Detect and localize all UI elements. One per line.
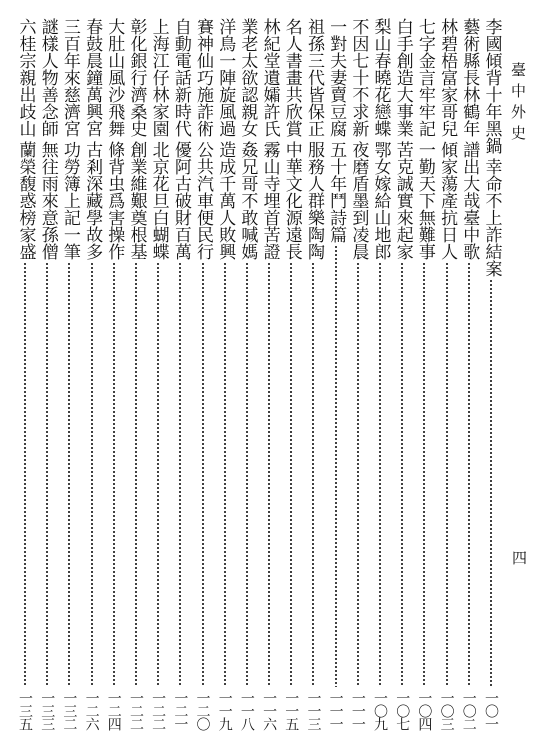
dot-leader (58, 262, 80, 687)
dot-leader (369, 262, 391, 687)
entry-page-number: 一一九 (216, 691, 233, 730)
entry-title: 祖孫三代皆保正 (303, 18, 324, 137)
entry-page-number: 一〇四 (416, 691, 433, 730)
dot-leader (14, 262, 36, 687)
entry-title: 一對夫妻賣豆腐 (326, 18, 347, 137)
entry-title: 名人書畫共欣賞 (281, 18, 302, 137)
entry-title: 大肚山風沙飛舞 (104, 18, 125, 137)
entry-title: 林紀堂遺孀許氏 (259, 18, 280, 137)
entry-page-number: 一一三 (305, 691, 322, 730)
dot-leader (391, 262, 413, 687)
entry-page-number: 一二一 (172, 691, 189, 730)
dot-leader (103, 262, 125, 687)
entry-title: 春鼓晨鐘萬興宮 (82, 18, 103, 137)
toc-entry (369, 18, 391, 730)
entry-title: 自動電話新時代 (170, 18, 191, 137)
entry-title: 梨山春曉花戀蝶 (370, 18, 391, 137)
dot-leader (436, 262, 458, 687)
entry-title: 李國傾背十年黑鍋 (481, 18, 502, 154)
entry-page-number: 一一五 (283, 691, 300, 730)
running-header: 臺中外史 (509, 62, 527, 146)
dot-leader (192, 262, 214, 687)
dot-leader (413, 262, 435, 687)
toc-entry (36, 18, 58, 730)
dot-leader (458, 262, 480, 687)
toc-entry (480, 18, 502, 730)
toc-entry (258, 18, 280, 730)
entry-subtitle: 功勞簿上記一筆 (59, 141, 80, 260)
entry-subtitle: 鄂女嫁給山地郎 (370, 141, 391, 260)
dot-leader (236, 262, 258, 687)
toc-entry (302, 18, 324, 730)
entry-page-number: 一一一 (349, 691, 366, 730)
table-of-contents (14, 18, 502, 730)
entry-page-number: 一〇七 (394, 691, 411, 730)
entry-title: 賽神仙巧施詐術 (193, 18, 213, 137)
entry-title: 洋鳥一陣旋風過 (215, 18, 236, 137)
entry-title: 藝術縣長林鶴年 (459, 18, 480, 137)
entry-subtitle: 霧山寺埋首苦證 (259, 141, 280, 260)
entry-page-number: 一二四 (105, 691, 122, 730)
entry-title: 業老太欲認親女 (237, 18, 258, 137)
entry-page-number: 一二〇 (194, 691, 211, 730)
entry-subtitle: 傾家蕩產抗日人 (437, 141, 458, 260)
dot-leader (258, 262, 280, 687)
entry-title: 謎樣人物善念師 (37, 18, 58, 137)
entry-subtitle: 夜磨盾墨到凌晨 (348, 141, 369, 260)
toc-entry (81, 18, 103, 730)
entry-subtitle: 姦兄哥不敢喊媽 (237, 141, 258, 260)
dot-leader (214, 262, 236, 687)
toc-entry (347, 18, 369, 730)
entry-page-number: 一一八 (238, 691, 255, 730)
dot-leader (280, 262, 302, 687)
toc-entry (413, 18, 435, 730)
entry-subtitle: 造成千萬人敗興 (215, 141, 236, 260)
entry-page-number: 一二二 (127, 691, 144, 730)
entry-subtitle: 優阿古破財百萬 (170, 141, 191, 260)
entry-subtitle: 創業維艱奠根基 (126, 141, 147, 260)
toc-entry (214, 18, 236, 730)
toc-entry (236, 18, 258, 730)
entry-subtitle: 五十年鬥詩篇 (326, 141, 347, 243)
toc-entry (103, 18, 125, 730)
dot-leader (169, 262, 191, 687)
dot-leader (147, 262, 169, 687)
entry-subtitle: 苦克誠實來起家 (392, 141, 413, 260)
toc-entry (169, 18, 191, 730)
page-number: 四 (510, 550, 528, 565)
entry-subtitle: 古剎深藏學故多 (82, 141, 103, 260)
toc-entry (14, 18, 36, 730)
entry-title: 上海江仔林家園 (148, 18, 169, 137)
dot-leader (480, 279, 502, 687)
entry-page-number: 一一一 (327, 691, 344, 730)
entry-title: 六桂宗親出歧山 (15, 18, 36, 137)
toc-entry (325, 18, 347, 730)
entry-title: 彰化銀行濟桑史 (126, 18, 147, 137)
entry-page-number: 一三三 (39, 691, 56, 730)
dot-leader (81, 262, 103, 687)
entry-subtitle: 服務人群樂陶陶 (303, 141, 324, 260)
dot-leader (302, 262, 324, 687)
entry-title: 林碧梧富家哥兒 (437, 18, 458, 137)
toc-entry (147, 18, 169, 730)
entry-subtitle: 一勤天下無難事 (414, 141, 435, 260)
entry-page-number: 一二六 (83, 691, 100, 730)
toc-entry (280, 18, 302, 730)
entry-title: 白手創造大事業 (392, 18, 413, 137)
entry-subtitle: 幸命不上詐結案 (481, 158, 502, 277)
entry-subtitle: 公共汽車便民行 (193, 141, 213, 260)
entry-subtitle: 無往雨來意孫僧 (37, 141, 58, 260)
entry-page-number: 一三五 (17, 691, 33, 730)
entry-subtitle: 中華文化源遠長 (281, 141, 302, 260)
toc-entry (192, 18, 214, 730)
toc-entry (391, 18, 413, 730)
dot-leader (347, 262, 369, 687)
entry-title: 七字金言牢牢記 (414, 18, 435, 137)
entry-page-number: 一三二 (61, 691, 78, 730)
toc-entry (125, 18, 147, 730)
entry-page-number: 一一六 (261, 691, 278, 730)
entry-subtitle: 蘭榮馥惑榜家盛 (15, 141, 36, 260)
entry-page-number: 一〇九 (372, 691, 388, 730)
toc-entry (436, 18, 458, 730)
entry-page-number: 一〇三 (438, 691, 455, 730)
toc-entry (58, 18, 80, 730)
entry-title: 三百年來慈濟宮 (59, 18, 80, 137)
dot-leader (325, 245, 347, 687)
entry-subtitle: 譜出大哉臺中歌 (459, 141, 480, 260)
dot-leader (125, 262, 147, 687)
dot-leader (36, 262, 58, 687)
entry-subtitle: 條背虫爲害操作 (104, 141, 125, 260)
toc-entry (458, 18, 480, 730)
entry-subtitle: 北京花旦白蝴蝶 (148, 141, 169, 260)
entry-page-number: 一〇二 (460, 691, 477, 730)
entry-title: 不因七十不求新 (348, 18, 369, 137)
entry-page-number: 一二二 (150, 691, 167, 730)
entry-page-number: 一〇一 (482, 691, 499, 730)
